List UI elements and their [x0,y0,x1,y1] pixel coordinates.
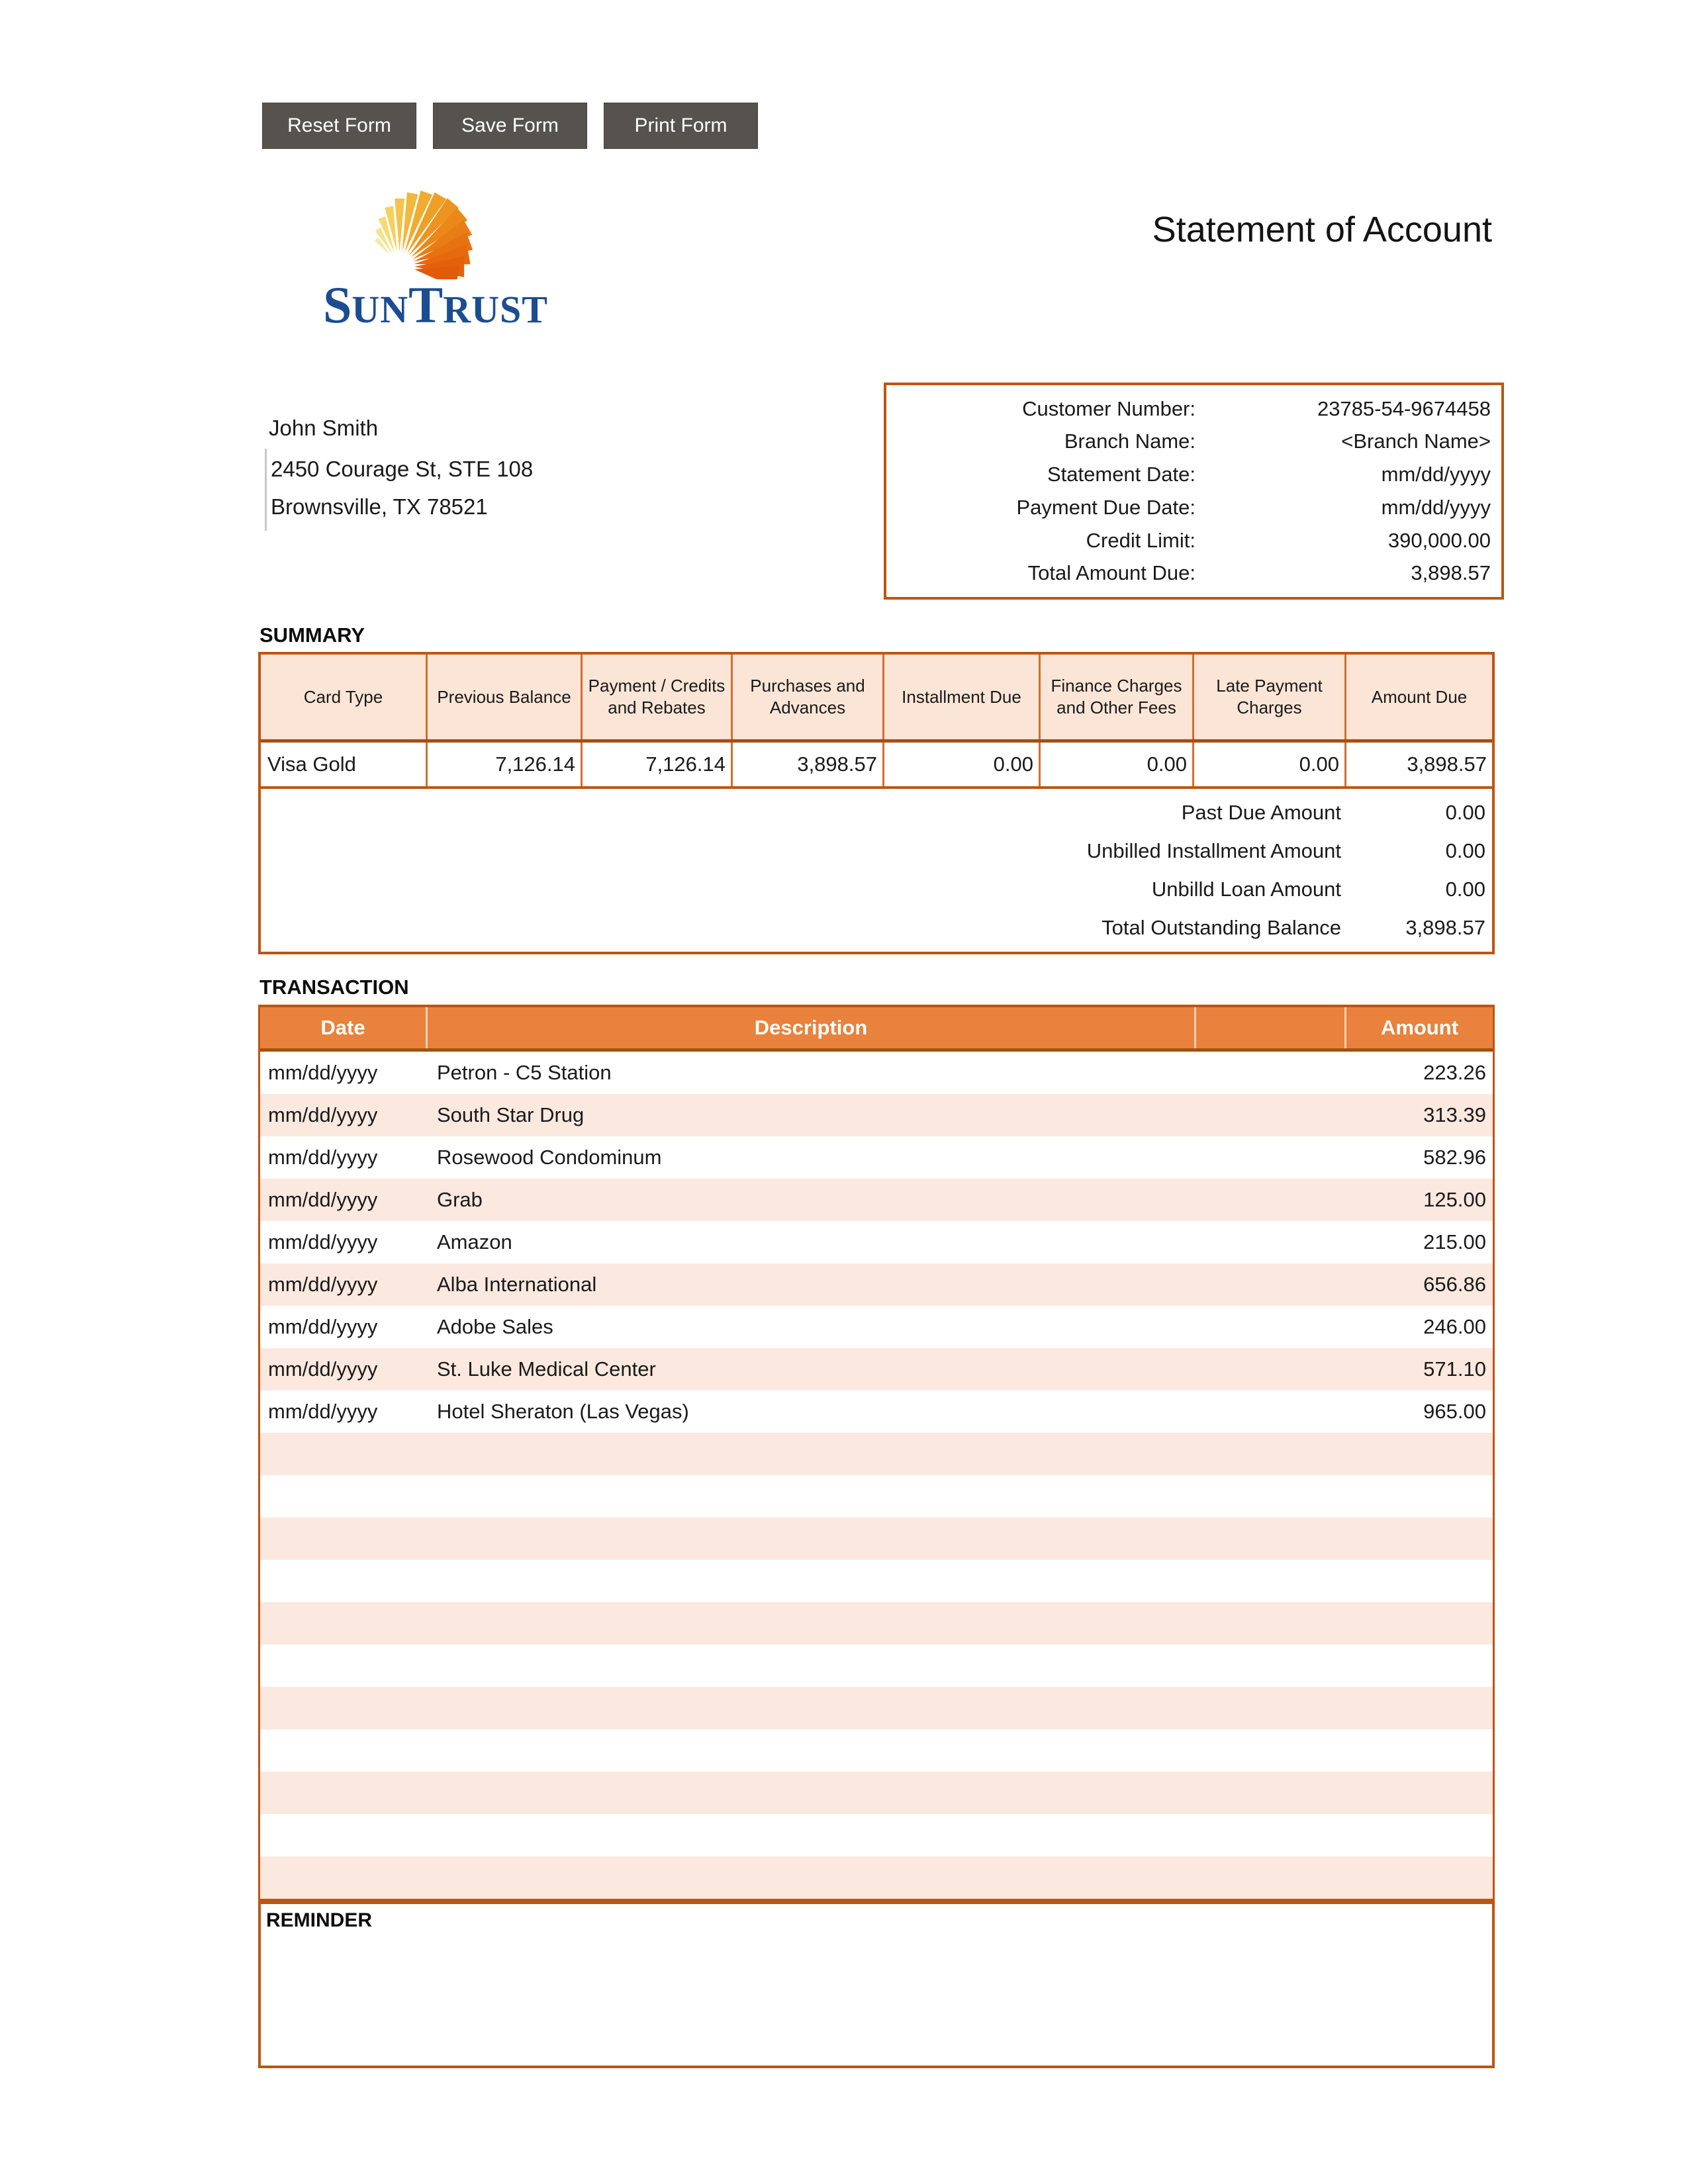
account-info-row [886,397,1501,421]
transaction-description[interactable]: Petron - C5 Station [437,1061,612,1084]
recipient-address-line2[interactable]: Brownsville, TX 78521 [271,494,488,519]
summary-column-header: Payment / Credits and Rebates [583,655,733,739]
transaction-empty-row [260,1433,1493,1475]
transaction-description[interactable]: Adobe Sales [437,1315,553,1338]
transaction-blank-cell [1196,1348,1346,1390]
transaction-row [260,1390,1493,1433]
account-info-row [886,496,1501,520]
transaction-row [260,1052,1493,1094]
suntrust-wordmark [323,276,601,334]
wordmark-segment: S [323,276,352,334]
reminder-heading: REMINDER [266,1909,373,1931]
transaction-row [260,1348,1493,1390]
account-info-value[interactable]: 23785-54-9674458 [1317,396,1491,420]
summary-column-header: Previous Balance [428,655,583,739]
transaction-amount[interactable]: 125.00 [1423,1188,1486,1211]
recipient-block [265,416,533,531]
form-toolbar [262,103,758,149]
transaction-amount[interactable]: 571.10 [1423,1357,1486,1381]
summary-total-row [261,870,1492,909]
summary-data-row [261,743,1492,789]
transaction-description[interactable]: Hotel Sheraton (Las Vegas) [437,1400,689,1423]
reset-form-button[interactable]: Reset Form [262,103,416,149]
transaction-amount[interactable]: 215.00 [1423,1230,1486,1253]
account-info-label: Credit Limit: [1086,528,1196,552]
transaction-date[interactable]: mm/dd/yyyy [268,1230,378,1253]
transaction-empty-row [260,1772,1493,1814]
suntrust-logo [323,173,601,334]
transaction-description[interactable]: St. Luke Medical Center [437,1357,656,1381]
print-form-button[interactable]: Print Form [604,103,758,149]
transaction-description[interactable]: Amazon [437,1230,512,1253]
transaction-amount[interactable]: 965.00 [1423,1400,1486,1423]
recipient-address-line1[interactable]: 2450 Courage St, STE 108 [271,457,534,481]
summary-total-row [261,794,1492,832]
summary-total-row [261,909,1492,947]
summary-value[interactable]: 0.00 [884,743,1041,786]
summary-column-header: Purchases and Advances [733,655,884,739]
summary-total-value[interactable]: 3,898.57 [1405,916,1485,939]
transaction-date[interactable]: mm/dd/yyyy [268,1103,378,1126]
transaction-blank-cell [1196,1136,1346,1179]
transaction-date[interactable]: mm/dd/yyyy [268,1315,378,1338]
summary-value[interactable]: 7,126.14 [583,743,733,786]
summary-total-label: Past Due Amount [1181,801,1341,824]
recipient-name[interactable]: John Smith [269,416,379,440]
transaction-column-header: Date [260,1007,428,1048]
summary-total-label: Unbilld Loan Amount [1151,878,1341,901]
summary-value[interactable]: 3,898.57 [733,743,884,786]
summary-column-header: Installment Due [884,655,1041,739]
summary-total-label: Unbilled Installment Amount [1086,839,1341,862]
account-info-label: Customer Number: [1022,396,1196,420]
summary-column-header: Amount Due [1371,686,1468,707]
reminder-box [258,1901,1495,2068]
transaction-header-row [260,1007,1493,1052]
transaction-row [260,1263,1493,1306]
summary-total-value[interactable]: 0.00 [1445,839,1485,862]
account-info-value[interactable]: 390,000.00 [1387,528,1491,552]
wordmark-segment: RUST [443,288,548,331]
transaction-date[interactable]: mm/dd/yyyy [268,1273,378,1296]
transaction-amount[interactable]: 246.00 [1423,1315,1486,1338]
save-form-button[interactable]: Save Form [433,103,587,149]
summary-total-row [261,832,1492,870]
summary-value[interactable]: 0.00 [1194,743,1346,786]
transaction-description[interactable]: Rosewood Condominum [437,1146,662,1169]
transaction-date[interactable]: mm/dd/yyyy [268,1061,378,1084]
account-info-value[interactable]: <Branch Name> [1341,430,1491,453]
transaction-table [258,1005,1495,1901]
transaction-description[interactable]: South Star Drug [437,1103,585,1126]
account-info-label: Total Amount Due: [1027,561,1196,585]
transaction-body [260,1052,1493,1899]
transaction-column-header: Amount [1380,1016,1459,1039]
summary-total-label: Total Outstanding Balance [1102,916,1341,939]
summary-total-value[interactable]: 0.00 [1445,801,1485,824]
transaction-amount[interactable]: 656.86 [1423,1273,1486,1296]
transaction-blank-cell [1196,1306,1346,1348]
summary-totals [261,789,1492,952]
summary-column-header: Finance Charges and Other Fees [1041,655,1194,739]
account-info-value[interactable]: mm/dd/yyyy [1381,495,1491,519]
summary-value[interactable]: 0.00 [1041,743,1194,786]
summary-value[interactable]: 7,126.14 [428,743,583,786]
transaction-empty-row [260,1560,1493,1602]
account-info-value[interactable]: mm/dd/yyyy [1381,463,1491,486]
transaction-amount[interactable]: 313.39 [1423,1103,1486,1126]
transaction-blank-cell [1196,1263,1346,1306]
account-info-label: Branch Name: [1064,430,1196,453]
summary-card-type[interactable]: Visa Gold [261,743,428,786]
transaction-row [260,1306,1493,1348]
transaction-empty-row [260,1814,1493,1856]
transaction-blank-cell [1196,1221,1346,1263]
account-info-box [884,383,1504,600]
sun-rays-icon [356,173,505,279]
wordmark-segment: UN [352,288,409,331]
summary-table [258,652,1495,954]
transaction-date[interactable]: mm/dd/yyyy [268,1146,378,1169]
transaction-date[interactable]: mm/dd/yyyy [268,1357,378,1381]
transaction-date[interactable]: mm/dd/yyyy [268,1400,378,1423]
summary-header-row [261,655,1492,743]
account-info-label: Statement Date: [1047,463,1196,486]
account-info-row [886,430,1501,453]
transaction-column-header: Description [428,1007,1196,1048]
transaction-blank-cell [1196,1052,1346,1094]
summary-column-header: Late Payment Charges [1194,655,1346,739]
account-info-row [886,463,1501,486]
transaction-heading: TRANSACTION [259,976,409,999]
transaction-row [260,1094,1493,1136]
transaction-empty-row [260,1475,1493,1518]
transaction-date[interactable]: mm/dd/yyyy [268,1188,378,1211]
transaction-description[interactable]: Alba International [437,1273,597,1296]
page-title: Statement of Account [1152,210,1492,250]
transaction-blank-cell [1196,1390,1346,1433]
transaction-empty-row [260,1602,1493,1645]
summary-heading: SUMMARY [259,623,365,647]
transaction-empty-row [260,1687,1493,1729]
account-info-value[interactable]: 3,898.57 [1411,561,1491,585]
wordmark-segment: T [408,276,444,334]
transaction-row [260,1221,1493,1263]
transaction-empty-row [260,1645,1493,1687]
transaction-description[interactable]: Grab [437,1188,483,1211]
account-info-row [886,529,1501,553]
transaction-empty-row [260,1729,1493,1772]
transaction-column-header [1196,1007,1346,1048]
summary-value[interactable]: 3,898.57 [1346,743,1492,786]
transaction-blank-cell [1196,1179,1346,1221]
account-info-row [886,561,1501,585]
account-info-label: Payment Due Date: [1016,495,1196,519]
summary-column-header: Card Type [261,655,428,739]
summary-total-value[interactable]: 0.00 [1445,878,1485,901]
transaction-empty-row [260,1856,1493,1899]
transaction-amount[interactable]: 582.96 [1423,1146,1486,1169]
transaction-empty-row [260,1518,1493,1560]
transaction-row [260,1179,1493,1221]
transaction-amount[interactable]: 223.26 [1423,1061,1486,1084]
transaction-row [260,1136,1493,1179]
recipient-address [265,449,533,531]
transaction-blank-cell [1196,1094,1346,1136]
